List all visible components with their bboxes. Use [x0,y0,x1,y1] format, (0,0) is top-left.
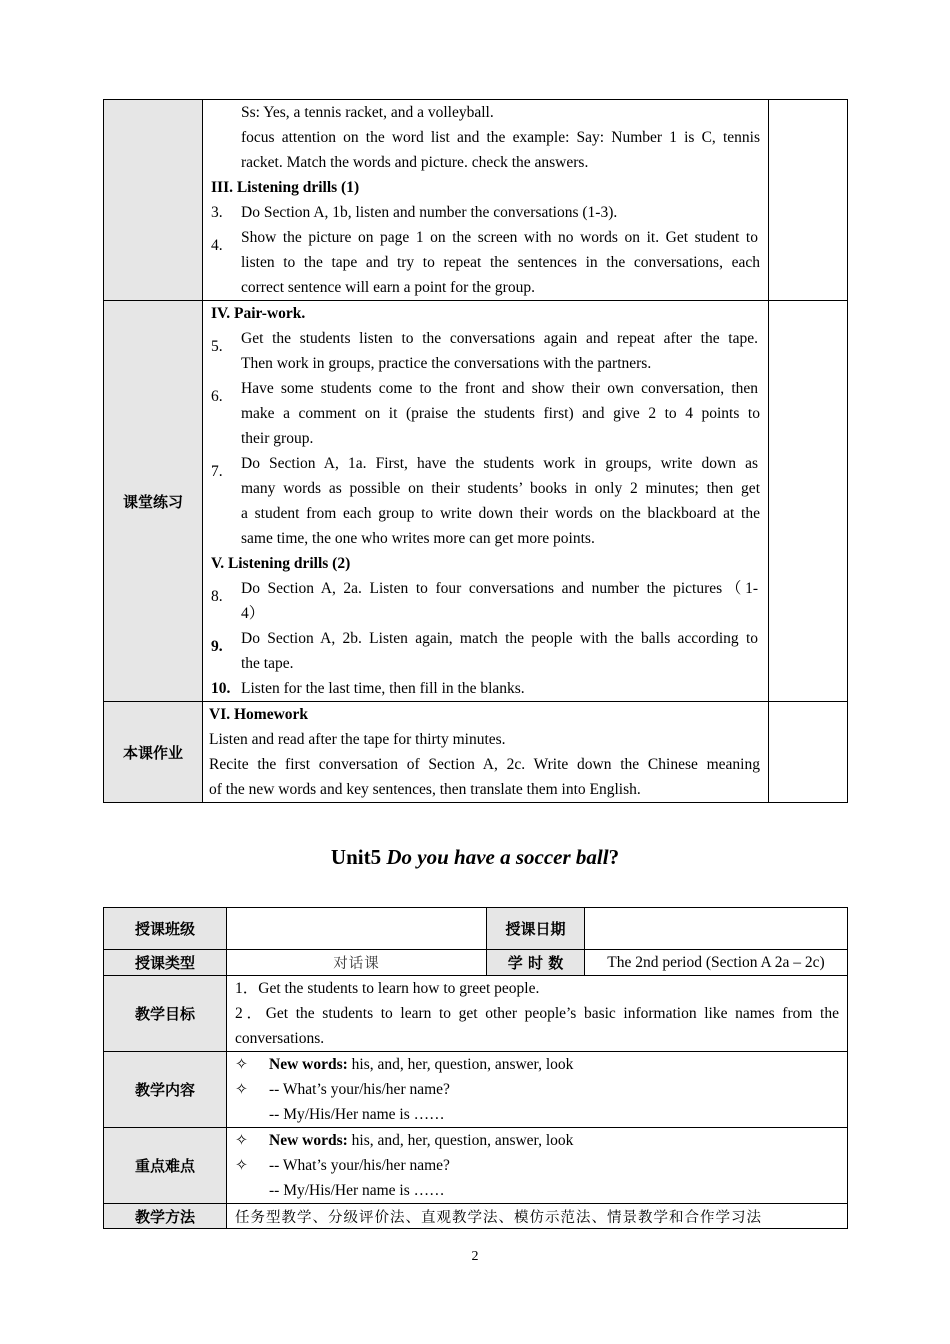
item-text: Get the students listen to the conversations again and repeat after the tape. [241,330,758,347]
key-points-cell [227,1128,848,1204]
text-line: make a comment on it (praise the students first) and give 2 to 4 points to [241,405,760,422]
item-text: Do Section A, 1b, listen and number the conversations (1-3). [241,204,618,221]
new-words: his, and, her, question, answer, look [347,1132,574,1149]
steps-cell [203,100,769,301]
sentence-answer: -- My/His/Her name is …… [269,1106,445,1123]
title-suffix: ? [608,845,620,869]
diamond-bullet-icon: ✧ [235,1156,248,1174]
item-number: 6. [211,388,223,405]
text-line: Then work in groups, practice the conversations with the partners. [241,355,652,372]
notes-cell [769,702,848,803]
table-row [104,908,848,950]
hours-label: 学 时 数 [487,950,585,976]
diamond-bullet-icon: ✧ [235,1131,248,1149]
list-item [211,576,760,605]
content-cell [227,1052,848,1128]
item-text: Do Section A, 1a. First, have the students work in groups, write down as [241,455,758,472]
row-label-classroom-practice: 课堂练习 [104,301,203,702]
list-item [235,1128,839,1153]
list-item [211,376,760,405]
table-row [104,1204,848,1229]
type-value: 对话课 [227,950,487,976]
text-line: racket. Match the words and picture. check the answers. [241,154,589,171]
list-item [235,1153,839,1178]
class-value [227,908,487,950]
item-number: 4. [211,237,223,254]
table-row [104,1052,848,1128]
item-text: Listen for the last time, then fill in the blanks. [241,680,525,697]
sentence-question: -- What’s your/his/her name? [269,1081,450,1098]
sentence-question: -- What’s your/his/her name? [269,1157,450,1174]
lesson-info-table [103,907,848,1229]
table-row [104,301,848,702]
text-line: same time, the one who writes more can get more points. [241,530,595,547]
table-row [104,702,848,803]
type-label: 授课类型 [104,950,227,976]
table-row [104,950,848,976]
diamond-bullet-icon: ✧ [235,1080,248,1098]
title-italic: Do you have a soccer ball [386,845,609,869]
list-item [211,676,760,701]
text-line: Listen and read after the tape for thirty minutes. [209,731,506,748]
new-words-label: New words: [269,1132,348,1149]
item-text: Do Section A, 2b. Listen again, match the people with the balls according to [241,630,758,647]
item-text: Have some students come to the front and show their own conversation, then [241,380,758,397]
item-text: Do Section A, 2a. Listen to four conversations and number the pictures（1- [241,580,758,597]
list-item [235,1077,839,1102]
text-line: the tape. [241,655,294,672]
method-value: 任务型教学、分级评价法、直观教学法、模仿示范法、情景教学和合作学习法 [227,1204,848,1229]
row-label-homework: 本课作业 [104,702,203,803]
unit-title [0,842,950,872]
list-item [211,326,760,355]
list-item [211,626,760,655]
list-item [211,451,760,480]
list-item [211,200,760,225]
table-row [104,1128,848,1204]
item-number: 7. [211,463,223,480]
table-row [104,100,848,301]
text-line: many words as possible on their students’ books in only 2 minutes; then get [241,480,760,497]
section-heading: VI. Homework [209,706,309,723]
goals-label: 教学目标 [104,976,227,1052]
item-number: 9. [211,638,223,655]
text-line: their group. [241,430,314,447]
lesson-steps-table [103,99,848,803]
section-heading: III. Listening drills (1) [211,179,360,196]
notes-cell [769,100,848,301]
text-line: 4） [241,605,265,622]
hours-value: The 2nd period (Section A 2a – 2c) [585,950,848,976]
list-item [235,1052,839,1077]
new-words: his, and, her, question, answer, look [347,1056,574,1073]
homework-cell [203,702,769,803]
text-line: Ss: Yes, a tennis racket, and a volleyball. [241,104,494,121]
notes-cell [769,301,848,702]
goal-line: 1．Get the students to learn how to greet people. [235,980,540,997]
title-prefix: Unit5 [330,845,387,869]
sentence-answer: -- My/His/Her name is …… [269,1182,445,1199]
diamond-bullet-icon: ✧ [235,1055,248,1073]
text-line: focus attention on the word list and the example: Say: Number 1 is C, tennis [241,129,760,146]
list-item [211,225,760,254]
text-line: listen to the tape and try to repeat the sentences in the conversations, each [241,254,760,271]
class-label: 授课班级 [104,908,227,950]
key-points-label: 重点难点 [104,1128,227,1204]
table-row [104,976,848,1052]
text-line: Recite the first conversation of Section A, 2c. Write down the Chinese meaning [209,756,760,773]
steps-cell [203,301,769,702]
text-line: correct sentence will earn a point for the group. [241,279,535,296]
section-heading: V. Listening drills (2) [211,555,351,572]
method-label: 教学方法 [104,1204,227,1229]
row-label-cell-empty [104,100,203,301]
text-line: a student from each group to write down their words on the blackboard at the [241,505,760,522]
section-heading: IV. Pair-work. [211,305,306,322]
item-number: 10. [211,680,231,697]
item-number: 5. [211,338,223,355]
goal-line: conversations. [235,1030,325,1047]
text-line: of the new words and key sentences, then translate them into English. [209,781,641,798]
page-number: 2 [471,1249,479,1264]
date-value [585,908,848,950]
goal-line: 2．Get the students to learn to get other people’s basic information like names from the [235,1005,839,1022]
date-label: 授课日期 [487,908,585,950]
goals-cell [227,976,848,1052]
item-text: Show the picture on page 1 on the screen with no words on it. Get student to [241,229,758,246]
new-words-label: New words: [269,1056,348,1073]
item-number: 3. [211,204,223,221]
content-label: 教学内容 [104,1052,227,1128]
item-number: 8. [211,588,223,605]
